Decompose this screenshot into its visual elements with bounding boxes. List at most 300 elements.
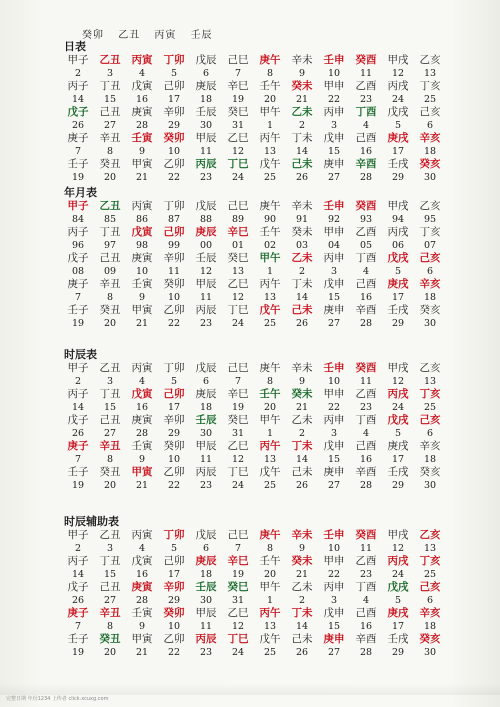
ganzhi-cell: 乙卯 (163, 466, 185, 478)
number-cell: 15 (327, 146, 341, 157)
ganzhi-cell: 丙戌 (387, 80, 409, 92)
number-cell: 18 (199, 569, 213, 580)
ganzhi-cell: 癸巳 (227, 106, 249, 118)
number-cell: 17 (167, 94, 181, 105)
ganzhi-row (62, 581, 482, 594)
section-title: 年月表 (64, 186, 97, 199)
ganzhi-cell: 癸酉 (355, 200, 377, 212)
number-cell: 31 (231, 428, 245, 439)
number-cell: 94 (391, 214, 405, 225)
number-cell: 10 (167, 621, 181, 632)
ganzhi-cell: 癸未 (291, 388, 313, 400)
ganzhi-cell: 壬午 (259, 226, 281, 238)
number-cell: 98 (135, 240, 149, 251)
ganzhi-cell: 癸卯 (163, 440, 185, 452)
section-title: 时辰表 (64, 348, 97, 361)
ganzhi-row (62, 80, 482, 93)
number-cell: 13 (423, 68, 437, 79)
ganzhi-cell: 辛酉 (355, 304, 377, 316)
ganzhi-cell: 庚子 (67, 607, 89, 619)
number-cell: 15 (327, 292, 341, 303)
ganzhi-cell: 壬子 (67, 633, 89, 645)
number-cell: 6 (426, 266, 434, 277)
number-cell: 9 (138, 454, 146, 465)
ganzhi-cell: 己丑 (99, 106, 121, 118)
number-cell: 20 (103, 647, 117, 658)
ganzhi-cell: 甲午 (259, 252, 281, 264)
ganzhi-cell: 丁未 (291, 278, 313, 290)
ganzhi-cell: 癸巳 (227, 581, 249, 593)
ganzhi-row (62, 607, 482, 620)
table-section (62, 40, 482, 184)
number-cell: 12 (231, 621, 245, 632)
number-cell: 29 (167, 120, 181, 131)
number-cell: 3 (330, 120, 338, 131)
ganzhi-cell: 丁亥 (419, 388, 441, 400)
ganzhi-cell: 戊申 (323, 607, 345, 619)
ganzhi-cell: 乙酉 (355, 555, 377, 567)
number-cell: 16 (135, 94, 149, 105)
ganzhi-cell: 丁亥 (419, 80, 441, 92)
ganzhi-cell: 庚子 (67, 440, 89, 452)
number-cell: 9 (298, 543, 306, 554)
number-cell: 21 (135, 172, 149, 183)
ganzhi-cell: 甲子 (67, 529, 89, 541)
number-cell: 15 (103, 402, 117, 413)
ganzhi-cell: 乙丑 (99, 529, 121, 541)
ganzhi-cell: 丁卯 (163, 529, 185, 541)
table-section (62, 186, 482, 330)
number-cell: 26 (71, 595, 85, 606)
ganzhi-row (62, 388, 482, 401)
ganzhi-row (62, 440, 482, 453)
number-cell: 89 (231, 214, 245, 225)
number-cell: 14 (71, 402, 85, 413)
number-cell: 28 (359, 480, 373, 491)
number-cell: 30 (199, 595, 213, 606)
number-cell: 24 (231, 318, 245, 329)
number-row (62, 213, 482, 226)
ganzhi-cell: 戊子 (67, 414, 89, 426)
number-cell: 01 (231, 240, 245, 251)
number-cell: 16 (135, 402, 149, 413)
number-cell: 5 (170, 68, 178, 79)
ganzhi-cell: 壬戌 (387, 466, 409, 478)
number-cell: 29 (167, 595, 181, 606)
number-cell: 15 (327, 454, 341, 465)
number-row (62, 67, 482, 80)
ganzhi-cell: 壬午 (259, 555, 281, 567)
ganzhi-cell: 丙午 (259, 278, 281, 290)
header-item: 丙寅 (154, 30, 177, 41)
ganzhi-cell: 丙戌 (387, 555, 409, 567)
number-row (62, 239, 482, 252)
ganzhi-cell: 癸亥 (419, 633, 441, 645)
ganzhi-cell: 庚辰 (195, 226, 217, 238)
ganzhi-cell: 乙酉 (355, 388, 377, 400)
number-cell: 30 (199, 120, 213, 131)
ganzhi-cell: 丙子 (67, 555, 89, 567)
number-cell: 22 (327, 402, 341, 413)
number-cell: 31 (231, 120, 245, 131)
number-cell: 02 (263, 240, 277, 251)
number-cell: 9 (138, 621, 146, 632)
ganzhi-cell: 丁未 (291, 440, 313, 452)
ganzhi-cell: 乙未 (291, 252, 313, 264)
number-cell: 19 (71, 318, 85, 329)
ganzhi-cell: 丙辰 (195, 466, 217, 478)
number-cell: 17 (167, 569, 181, 580)
number-cell: 11 (199, 454, 213, 465)
number-cell: 26 (71, 428, 85, 439)
number-cell: 29 (391, 318, 405, 329)
ganzhi-cell: 戊申 (323, 440, 345, 452)
ganzhi-row (62, 555, 482, 568)
ganzhi-cell: 己亥 (419, 252, 441, 264)
ganzhi-cell: 丙寅 (131, 200, 153, 212)
number-cell: 21 (135, 647, 149, 658)
number-cell: 22 (327, 569, 341, 580)
number-cell: 25 (423, 94, 437, 105)
header-line (82, 26, 223, 41)
number-cell: 29 (391, 172, 405, 183)
number-cell: 25 (263, 647, 277, 658)
number-cell: 19 (71, 172, 85, 183)
number-cell: 17 (167, 402, 181, 413)
number-cell: 27 (103, 120, 117, 131)
ganzhi-cell: 戊午 (259, 158, 281, 170)
number-cell: 16 (359, 292, 373, 303)
ganzhi-cell: 壬申 (323, 529, 345, 541)
number-cell: 13 (263, 146, 277, 157)
ganzhi-cell: 甲寅 (131, 633, 153, 645)
number-cell: 2 (298, 266, 306, 277)
ganzhi-cell: 戊申 (323, 278, 345, 290)
number-cell: 7 (74, 621, 82, 632)
ganzhi-cell: 戊子 (67, 106, 89, 118)
number-cell: 21 (135, 318, 149, 329)
number-cell: 28 (359, 318, 373, 329)
number-row (62, 620, 482, 633)
number-cell: 7 (74, 454, 82, 465)
ganzhi-cell: 戊申 (323, 132, 345, 144)
ganzhi-cell: 乙丑 (99, 54, 121, 66)
number-cell: 27 (103, 428, 117, 439)
ganzhi-cell: 壬申 (323, 54, 345, 66)
number-cell: 11 (359, 68, 373, 79)
number-cell: 09 (103, 266, 117, 277)
number-cell: 11 (359, 376, 373, 387)
ganzhi-cell: 丁丑 (99, 226, 121, 238)
ganzhi-cell: 庚辰 (195, 555, 217, 567)
ganzhi-cell: 甲寅 (131, 158, 153, 170)
ganzhi-cell: 甲戌 (387, 529, 409, 541)
number-cell: 7 (234, 376, 242, 387)
number-cell: 25 (263, 480, 277, 491)
ganzhi-cell: 庚午 (259, 54, 281, 66)
ganzhi-cell: 辛巳 (227, 555, 249, 567)
ganzhi-cell: 辛巳 (227, 80, 249, 92)
ganzhi-cell: 辛巳 (227, 226, 249, 238)
number-cell: 12 (231, 454, 245, 465)
ganzhi-cell: 辛卯 (163, 106, 185, 118)
ganzhi-cell: 壬戌 (387, 158, 409, 170)
number-cell: 2 (74, 376, 82, 387)
number-cell: 24 (391, 569, 405, 580)
number-cell: 15 (327, 621, 341, 632)
number-cell: 99 (167, 240, 181, 251)
ganzhi-cell: 甲申 (323, 80, 345, 92)
number-cell: 3 (330, 428, 338, 439)
ganzhi-cell: 壬寅 (131, 440, 153, 452)
number-cell: 9 (138, 146, 146, 157)
ganzhi-cell: 丙寅 (131, 529, 153, 541)
ganzhi-cell: 庚寅 (131, 581, 153, 593)
ganzhi-cell: 戊寅 (131, 226, 153, 238)
ganzhi-cell: 丁酉 (355, 252, 377, 264)
number-row (62, 453, 482, 466)
number-cell: 84 (71, 214, 85, 225)
ganzhi-cell: 丙申 (323, 414, 345, 426)
ganzhi-cell: 丙子 (67, 80, 89, 92)
number-cell: 8 (106, 146, 114, 157)
ganzhi-cell: 己酉 (355, 440, 377, 452)
ganzhi-cell: 庚子 (67, 132, 89, 144)
ganzhi-cell: 己未 (291, 633, 313, 645)
number-row (62, 145, 482, 158)
ganzhi-cell: 甲戌 (387, 54, 409, 66)
ganzhi-row (62, 362, 482, 375)
number-cell: 14 (295, 146, 309, 157)
number-cell: 19 (231, 402, 245, 413)
number-row (62, 401, 482, 414)
number-cell: 6 (426, 595, 434, 606)
ganzhi-cell: 乙酉 (355, 80, 377, 92)
ganzhi-cell: 丙戌 (387, 388, 409, 400)
number-cell: 16 (359, 621, 373, 632)
number-cell: 11 (199, 292, 213, 303)
ganzhi-cell: 壬寅 (131, 607, 153, 619)
ganzhi-cell: 甲午 (259, 581, 281, 593)
number-row (62, 171, 482, 184)
ganzhi-cell: 壬寅 (131, 132, 153, 144)
number-cell: 24 (391, 94, 405, 105)
number-cell: 23 (199, 647, 213, 658)
footer-caption: 完整日期 年份1234 上传者 click.xcuxg.com (6, 696, 109, 702)
ganzhi-cell: 戊辰 (195, 54, 217, 66)
ganzhi-cell: 辛卯 (163, 414, 185, 426)
number-cell: 4 (138, 543, 146, 554)
number-row (62, 427, 482, 440)
ganzhi-cell: 己亥 (419, 581, 441, 593)
ganzhi-cell: 甲子 (67, 362, 89, 374)
ganzhi-cell: 甲辰 (195, 440, 217, 452)
ganzhi-cell: 甲申 (323, 555, 345, 567)
number-cell: 19 (231, 94, 245, 105)
ganzhi-cell: 丙申 (323, 106, 345, 118)
number-cell: 27 (327, 480, 341, 491)
ganzhi-cell: 己卯 (163, 80, 185, 92)
number-cell: 9 (298, 376, 306, 387)
number-cell: 1 (266, 266, 274, 277)
ganzhi-cell: 癸卯 (163, 132, 185, 144)
number-cell: 24 (231, 647, 245, 658)
ganzhi-cell: 甲辰 (195, 132, 217, 144)
ganzhi-cell: 癸酉 (355, 362, 377, 374)
number-cell: 14 (71, 94, 85, 105)
number-cell: 11 (167, 266, 181, 277)
ganzhi-cell: 甲寅 (131, 304, 153, 316)
number-cell: 6 (202, 68, 210, 79)
ganzhi-cell: 甲辰 (195, 607, 217, 619)
ganzhi-cell: 癸卯 (163, 278, 185, 290)
number-cell: 18 (423, 146, 437, 157)
ganzhi-cell: 丙午 (259, 132, 281, 144)
ganzhi-cell: 丁丑 (99, 555, 121, 567)
number-cell: 20 (263, 569, 277, 580)
ganzhi-cell: 戊辰 (195, 200, 217, 212)
ganzhi-cell: 辛亥 (419, 132, 441, 144)
ganzhi-cell: 癸丑 (99, 466, 121, 478)
number-cell: 22 (167, 318, 181, 329)
number-cell: 22 (167, 480, 181, 491)
ganzhi-cell: 戊午 (259, 633, 281, 645)
number-cell: 14 (295, 454, 309, 465)
ganzhi-cell: 庚申 (323, 633, 345, 645)
number-cell: 12 (199, 266, 213, 277)
ganzhi-cell: 辛亥 (419, 278, 441, 290)
number-cell: 5 (170, 376, 178, 387)
number-cell: 29 (391, 480, 405, 491)
number-cell: 4 (362, 428, 370, 439)
number-cell: 18 (199, 402, 213, 413)
number-cell: 6 (202, 543, 210, 554)
ganzhi-cell: 辛丑 (99, 607, 121, 619)
ganzhi-cell: 甲申 (323, 388, 345, 400)
number-cell: 20 (103, 480, 117, 491)
ganzhi-cell: 辛未 (291, 362, 313, 374)
number-cell: 8 (106, 454, 114, 465)
number-cell: 17 (391, 146, 405, 157)
ganzhi-cell: 己丑 (99, 581, 121, 593)
ganzhi-cell: 戊子 (67, 581, 89, 593)
number-cell: 14 (71, 569, 85, 580)
ganzhi-cell: 乙巳 (227, 440, 249, 452)
ganzhi-cell: 丙戌 (387, 226, 409, 238)
number-cell: 25 (423, 569, 437, 580)
number-cell: 05 (359, 240, 373, 251)
ganzhi-cell: 己未 (291, 158, 313, 170)
ganzhi-row (62, 200, 482, 213)
ganzhi-cell: 庚午 (259, 529, 281, 541)
number-cell: 10 (327, 376, 341, 387)
ganzhi-cell: 乙巳 (227, 132, 249, 144)
ganzhi-row (62, 252, 482, 265)
number-cell: 31 (231, 595, 245, 606)
number-cell: 95 (423, 214, 437, 225)
number-cell: 15 (103, 569, 117, 580)
number-row (62, 594, 482, 607)
number-cell: 10 (135, 266, 149, 277)
ganzhi-cell: 庚寅 (131, 252, 153, 264)
number-cell: 4 (138, 68, 146, 79)
ganzhi-cell: 壬辰 (195, 581, 217, 593)
ganzhi-row (62, 414, 482, 427)
ganzhi-cell: 丁丑 (99, 80, 121, 92)
table-section (62, 515, 482, 659)
ganzhi-cell: 戊戌 (387, 414, 409, 426)
number-cell: 19 (71, 480, 85, 491)
number-cell: 30 (423, 480, 437, 491)
number-cell: 7 (234, 543, 242, 554)
ganzhi-cell: 丙子 (67, 388, 89, 400)
number-cell: 08 (71, 266, 85, 277)
ganzhi-cell: 庚午 (259, 362, 281, 374)
ganzhi-row (62, 633, 482, 646)
number-cell: 12 (391, 543, 405, 554)
ganzhi-cell: 辛丑 (99, 132, 121, 144)
ganzhi-cell: 癸丑 (99, 158, 121, 170)
number-cell: 19 (231, 569, 245, 580)
number-cell: 10 (327, 543, 341, 554)
number-cell: 6 (426, 428, 434, 439)
number-row (62, 479, 482, 492)
ganzhi-cell: 丙寅 (131, 54, 153, 66)
ganzhi-cell: 庚寅 (131, 414, 153, 426)
number-row (62, 265, 482, 278)
ganzhi-row (62, 226, 482, 239)
number-cell: 30 (423, 647, 437, 658)
number-cell: 1 (266, 595, 274, 606)
number-cell: 20 (103, 172, 117, 183)
number-cell: 26 (295, 318, 309, 329)
ganzhi-cell: 乙亥 (419, 200, 441, 212)
ganzhi-row (62, 304, 482, 317)
number-cell: 27 (103, 595, 117, 606)
table-section (62, 348, 482, 492)
ganzhi-cell: 癸卯 (163, 607, 185, 619)
ganzhi-cell: 戊辰 (195, 529, 217, 541)
number-cell: 88 (199, 214, 213, 225)
number-cell: 22 (167, 172, 181, 183)
number-cell: 29 (167, 428, 181, 439)
number-cell: 1 (266, 428, 274, 439)
ganzhi-cell: 癸酉 (355, 529, 377, 541)
number-row (62, 568, 482, 581)
ganzhi-cell: 庚寅 (131, 106, 153, 118)
ganzhi-cell: 乙未 (291, 581, 313, 593)
ganzhi-cell: 庚申 (323, 158, 345, 170)
ganzhi-cell: 丙子 (67, 226, 89, 238)
number-cell: 13 (263, 621, 277, 632)
ganzhi-cell: 庚辰 (195, 80, 217, 92)
ganzhi-cell: 丁酉 (355, 106, 377, 118)
number-cell: 23 (359, 94, 373, 105)
number-cell: 12 (391, 68, 405, 79)
ganzhi-cell: 乙未 (291, 414, 313, 426)
ganzhi-cell: 辛未 (291, 529, 313, 541)
number-cell: 17 (391, 292, 405, 303)
ganzhi-cell: 辛卯 (163, 581, 185, 593)
number-cell: 13 (423, 376, 437, 387)
ganzhi-cell: 癸未 (291, 80, 313, 92)
ganzhi-cell: 丁巳 (227, 466, 249, 478)
ganzhi-cell: 己酉 (355, 132, 377, 144)
number-cell: 5 (394, 428, 402, 439)
ganzhi-cell: 壬戌 (387, 633, 409, 645)
number-cell: 16 (359, 146, 373, 157)
number-cell: 90 (263, 214, 277, 225)
